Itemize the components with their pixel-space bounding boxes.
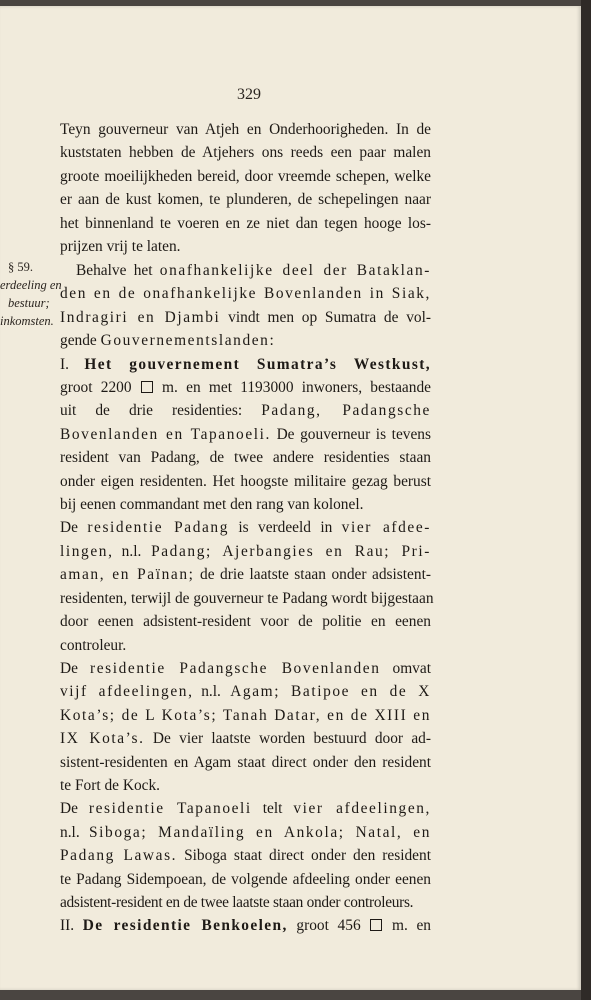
text-line: bij eenen commandant met den rang van kolonel. (60, 496, 364, 514)
text-line (60, 727, 431, 750)
text-run: m. en met 1193000 inwoners, bestaande (153, 379, 431, 397)
text-run: groot 456 (287, 917, 370, 935)
spaced-text: residentie Padang (87, 519, 230, 537)
text-line (60, 376, 431, 399)
bold-heading: Het gouvernement Sumatra’s Westkust, (84, 355, 431, 373)
spaced-text: vijf afdeelingen (60, 683, 189, 701)
text-line: er aan de kust komen, te plunderen, de schepelingen naar (60, 191, 431, 209)
spaced-text: Bovenlanden en Tapanoeli. (60, 425, 271, 443)
text-line: sistent-residenten en Agam staat direct onder den resident (60, 753, 431, 771)
text-line (60, 657, 431, 680)
text-run: Siboga staat direct onder den resident (177, 847, 431, 865)
top-paragraph (60, 118, 431, 258)
text-line: groote moeilijkheden bereid, door vreemde schepen, welke (60, 167, 431, 185)
text-line: resident van Padang, de twee andere residenties staan (60, 449, 431, 467)
text-run: groot 2200 (60, 379, 140, 397)
text-line: den en de onafhankelijke Bovenlanden in Siak, (60, 285, 431, 303)
text-run: m. en (383, 917, 431, 935)
text-line: Kota’s; de L Kota’s; Tanah Datar, en de XIII en (60, 706, 431, 724)
text-run: II. (60, 917, 83, 935)
text-line: te Fort de Kock. (60, 776, 161, 794)
text-run: omvat (380, 659, 431, 677)
text-line (60, 844, 431, 867)
square-symbol-icon (141, 381, 153, 393)
text-run: De (60, 800, 89, 818)
text-run: , n.l. (188, 683, 231, 701)
margin-note-line: inkomsten. (0, 314, 54, 328)
text-run: vindt men op Sumatra de vol- (220, 308, 431, 326)
spaced-text: Padang, Padangsche (261, 402, 431, 420)
spaced-text: Padang; Ajerbangies en Rau; Pri- (151, 542, 431, 560)
text-line (60, 259, 431, 282)
text-run: , n.l. (108, 542, 152, 560)
text-line (60, 680, 431, 703)
text-run: De (60, 659, 90, 677)
text-line (60, 563, 431, 586)
spaced-text: Padang Lawas. (60, 847, 178, 865)
text-line (60, 423, 431, 446)
text-line: onder eigen residenten. Het hoogste militaire gezag berust (60, 472, 431, 490)
margin-note-line: erdeeling en (0, 278, 62, 292)
text-run: De (60, 519, 88, 537)
text-line: controleur. (60, 636, 127, 654)
page-edge (581, 0, 591, 1000)
spaced-text: residentie Tapanoeli (88, 800, 252, 818)
spaced-text: Agam; Batipoe en de X (230, 683, 431, 701)
spaced-text: Indragiri en Djambi (60, 308, 221, 326)
text-run: Behalve het (76, 262, 160, 279)
text-line: door eenen adsistent-resident voor de politie en eenen (60, 613, 431, 631)
text-line: adsistent-resident en de twee laatste staan onder controleurs. (60, 893, 414, 911)
text-line (60, 540, 431, 563)
text-line: prijzen vrij te laten. (60, 238, 181, 256)
text-line (60, 821, 431, 844)
text-line: kuststaten hebben de Atjehers ons reeds een paar malen (60, 144, 431, 162)
spaced-text: vier afdee- (341, 519, 431, 537)
text-run: uit de drie residenties: (60, 402, 262, 420)
text-run: De vier laatste worden bestuurd door ad- (144, 730, 432, 748)
section-number: § 59. (8, 260, 33, 274)
text-run: n.l. (60, 823, 89, 841)
text-run: I. (60, 355, 85, 373)
text-line: residenten, terwijl de gouverneur te Padang wordt bijgestaan (60, 589, 434, 607)
text-run: is verdeeld in (229, 519, 342, 537)
text-run: telt (251, 800, 294, 818)
body-text (60, 259, 434, 938)
spaced-text: residentie Padangsche Bovenlanden (89, 659, 381, 677)
spaced-text: onafhankelijke deel der Bataklan- (159, 262, 431, 279)
spaced-text: Gouvernementslanden: (100, 332, 276, 350)
text-run: gende (60, 332, 101, 350)
margin-note-line: bestuur; (8, 296, 50, 310)
text-run: de drie laatste staan onder adsistent- (194, 566, 431, 584)
text-line: het binnenland te voeren en ze niet dan tegen hooge los- (60, 214, 431, 232)
spaced-text: IX Kota’s. (60, 730, 145, 748)
text-run: De gouverneur is tevens (270, 425, 431, 443)
spaced-text: vier afdeelingen, (293, 800, 432, 818)
text-line (60, 399, 431, 422)
text-line (60, 353, 431, 376)
bold-heading: De residentie Benkoelen, (82, 917, 288, 935)
text-line (60, 914, 431, 937)
text-line (60, 306, 431, 329)
text-line: te Padang Sidempoean, de volgende afdeeling onder eenen (60, 870, 431, 888)
spaced-text: aman, en Païnan; (60, 566, 195, 584)
spaced-text: lingen (60, 542, 109, 560)
page-number: 329 (237, 86, 261, 103)
text-line: Teyn gouverneur van Atjeh en Onderhoorigheden. In de (60, 121, 431, 138)
text-line (60, 797, 431, 820)
margin-note (0, 258, 62, 330)
text-line (60, 516, 431, 539)
spaced-text: Siboga; Mandaïling en Ankola; Natal, en (89, 823, 431, 841)
text-line (60, 329, 431, 352)
square-symbol-icon (370, 919, 382, 931)
